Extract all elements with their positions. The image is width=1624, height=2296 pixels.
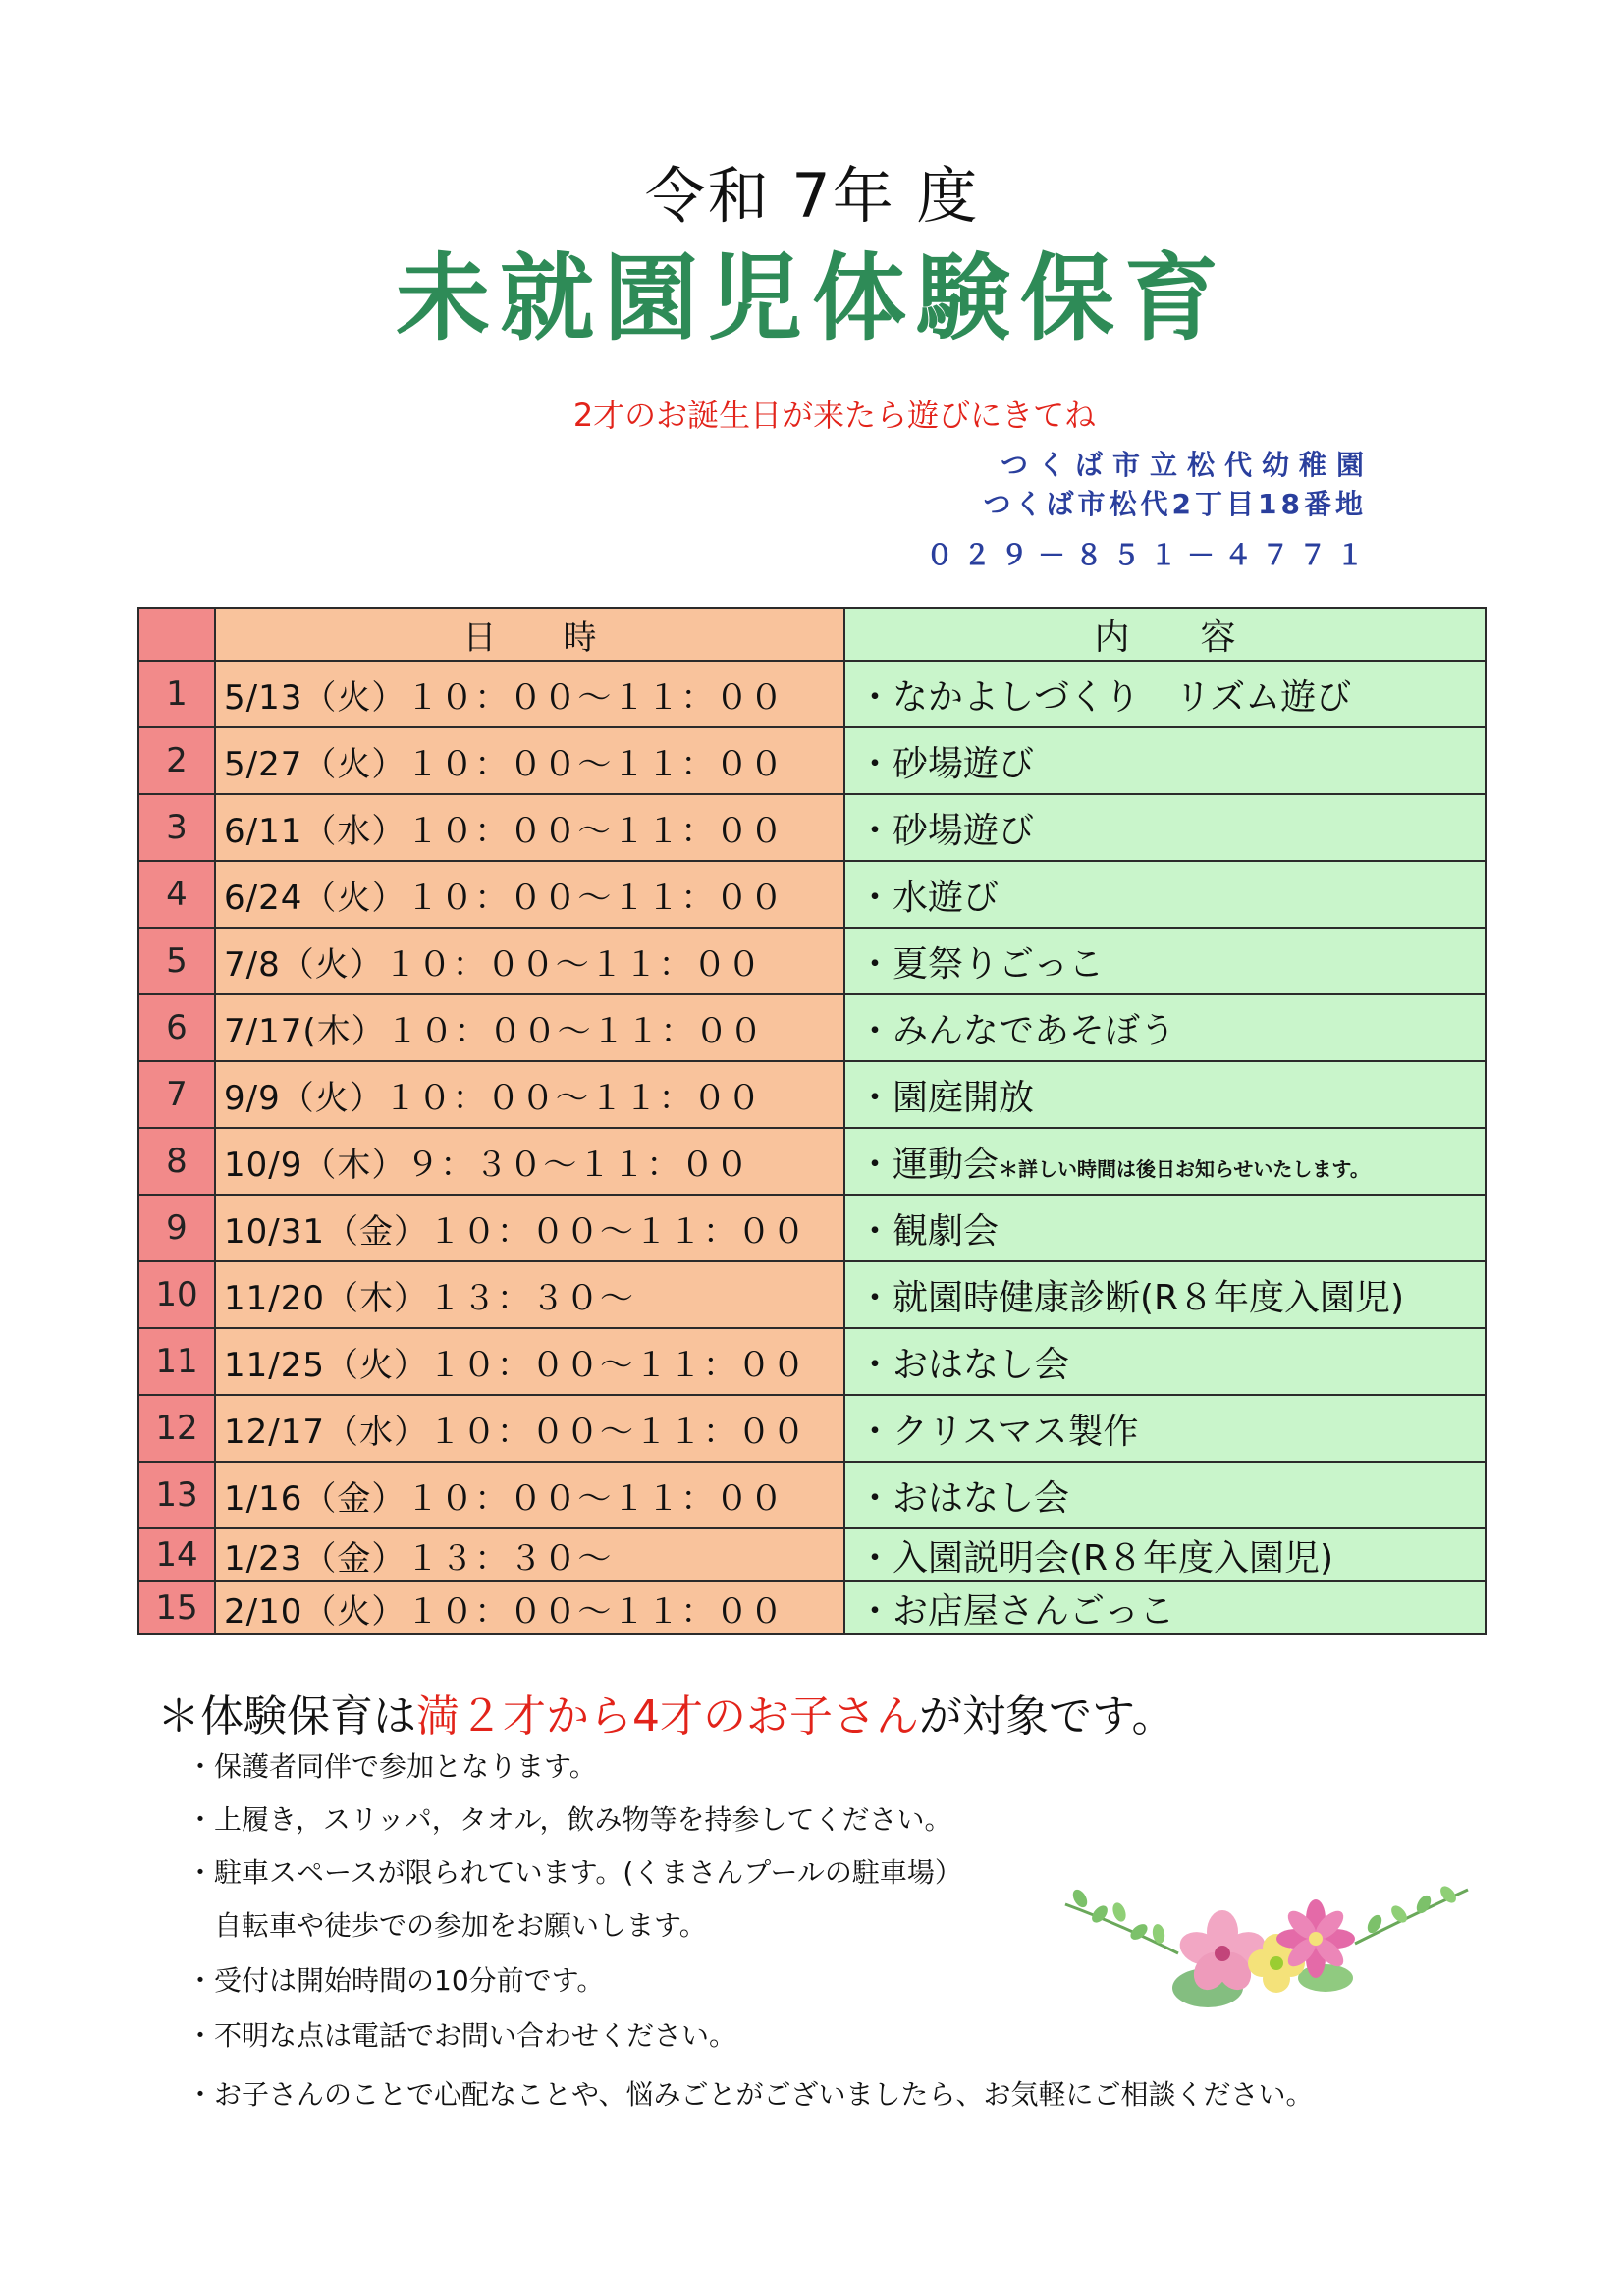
table-row <box>138 1581 1486 1634</box>
table-row <box>138 994 1486 1061</box>
rule-item: ・保護者同伴で参加となります。 <box>187 1750 597 1783</box>
rule-item: ・駐車スペースが限られています。(くまさんプールの駐車場） <box>187 1856 962 1889</box>
table-row <box>138 928 1486 994</box>
header-number <box>138 608 215 661</box>
row-number: 14 <box>138 1528 215 1581</box>
target-age-note <box>157 1681 1174 1743</box>
row-date: 7/17(木）１０：００～１１：００ <box>215 994 844 1061</box>
row-content: ・おはなし会 <box>857 1344 1070 1385</box>
row-content: ・夏祭りごっこ <box>857 943 1105 985</box>
row-content-cell <box>844 1395 1486 1462</box>
row-date: 11/25（火）１０：００～１１：００ <box>215 1328 844 1395</box>
row-content-cell <box>844 1261 1486 1328</box>
rule-item: ・お子さんのことで心配なことや、悩みごとがございましたら、お気軽にご相談ください。 <box>187 2078 1314 2110</box>
table-row <box>138 1195 1486 1261</box>
table-row <box>138 1528 1486 1581</box>
row-content-cell <box>844 794 1486 861</box>
row-number: 6 <box>138 994 215 1061</box>
row-content-cell <box>844 1128 1486 1195</box>
row-content: ・なかよしづくり リズム遊び <box>857 676 1352 718</box>
row-content: ・運動会 <box>857 1144 1000 1185</box>
row-date: 10/9（木）９：３０～１１：００ <box>215 1128 844 1195</box>
row-content: ・砂場遊び <box>857 743 1035 784</box>
row-number: 4 <box>138 861 215 928</box>
row-number: 10 <box>138 1261 215 1328</box>
row-content-cell <box>844 861 1486 928</box>
table-row <box>138 861 1486 928</box>
row-content: ・みんなであそぼう <box>857 1010 1176 1051</box>
row-number: 8 <box>138 1128 215 1195</box>
row-number: 13 <box>138 1462 215 1528</box>
row-date: 10/31（金）１０：００～１１：００ <box>215 1195 844 1261</box>
row-number: 11 <box>138 1328 215 1395</box>
row-date: 6/11（水）１０：００～１１：００ <box>215 794 844 861</box>
table-row <box>138 1128 1486 1195</box>
rule-item: ・不明な点は電話でお問い合わせください。 <box>187 2019 737 2052</box>
row-content-cell <box>844 661 1486 727</box>
row-number: 1 <box>138 661 215 727</box>
row-note: ＊詳しい時間は後日お知らせいたします。 <box>999 1156 1370 1181</box>
row-date: 12/17（水）１０：００～１１：００ <box>215 1395 844 1462</box>
row-content: ・水遊び <box>857 877 1000 918</box>
school-address: つくば市松代2丁目18番地 <box>983 488 1367 520</box>
row-date: 5/13（火）１０：００～１１：００ <box>215 661 844 727</box>
row-number: 2 <box>138 727 215 794</box>
fiscal-year: 令和 7年 度 <box>644 160 980 232</box>
row-date: 11/20（木）１３：３０～ <box>215 1261 844 1328</box>
page-title: 未就園児体験保育 <box>396 243 1228 353</box>
row-number: 9 <box>138 1195 215 1261</box>
row-date: 2/10（火）１０：００～１１：００ <box>215 1581 844 1634</box>
schedule-table <box>137 607 1487 1635</box>
row-content-cell <box>844 1328 1486 1395</box>
school-phone: ０２９－８５１－４７７１ <box>925 539 1374 571</box>
row-content: ・お店屋さんごっこ <box>857 1590 1175 1631</box>
row-date: 5/27（火）１０：００～１１：００ <box>215 727 844 794</box>
row-number: 5 <box>138 928 215 994</box>
row-date: 6/24（火）１０：００～１１：００ <box>215 861 844 928</box>
header-content: 内 容 <box>844 608 1486 661</box>
target-highlight: 満２才から4才のお子さん <box>416 1691 919 1741</box>
row-content: ・観劇会 <box>857 1210 1000 1252</box>
school-name: つくば市立松代幼稚園 <box>1000 449 1374 481</box>
row-content: ・入園説明会(R８年度入園児) <box>857 1537 1334 1578</box>
row-content-cell <box>844 727 1486 794</box>
row-date: 1/16（金）１０：００～１１：００ <box>215 1462 844 1528</box>
row-number: 7 <box>138 1061 215 1128</box>
row-content-cell <box>844 1195 1486 1261</box>
row-content-cell <box>844 1528 1486 1581</box>
row-content: ・おはなし会 <box>857 1477 1070 1519</box>
table-row <box>138 1395 1486 1462</box>
table-row <box>138 1261 1486 1328</box>
target-suffix: が対象です。 <box>919 1691 1175 1741</box>
row-date: 9/9（火）１０：００～１１：００ <box>215 1061 844 1128</box>
row-content-cell <box>844 1581 1486 1634</box>
row-number: 3 <box>138 794 215 861</box>
row-content-cell <box>844 994 1486 1061</box>
table-header-row <box>138 608 1486 661</box>
table-row <box>138 794 1486 861</box>
row-number: 15 <box>138 1581 215 1634</box>
row-date: 1/23（金）１３：３０～ <box>215 1528 844 1581</box>
table-row <box>138 1328 1486 1395</box>
row-date: 7/8（火）１０：００～１１：００ <box>215 928 844 994</box>
rule-item: ・受付は開始時間の10分前です。 <box>187 1964 605 1997</box>
flower-illustration-icon <box>1060 1885 1473 2022</box>
table-row <box>138 1061 1486 1128</box>
table-row <box>138 727 1486 794</box>
row-number: 12 <box>138 1395 215 1462</box>
row-content-cell <box>844 1462 1486 1528</box>
table-row <box>138 661 1486 727</box>
row-content: ・就園時健康診断(R８年度入園児) <box>857 1277 1405 1318</box>
row-content: ・砂場遊び <box>857 810 1035 851</box>
table-row <box>138 1462 1486 1528</box>
row-content: ・クリスマス製作 <box>857 1411 1139 1452</box>
rule-item: ・上履き，スリッパ，タオル，飲み物等を持参してください。 <box>187 1803 952 1836</box>
schedule-body <box>138 661 1486 1634</box>
row-content-cell <box>844 1061 1486 1128</box>
header-date: 日 時 <box>215 608 844 661</box>
target-prefix: ＊体験保育は <box>157 1691 416 1741</box>
row-content: ・園庭開放 <box>857 1077 1035 1118</box>
row-content-cell <box>844 928 1486 994</box>
subtitle: 2才のお誕生日が来たら遊びにきてね <box>572 397 1097 434</box>
rule-item: 自転車や徒歩での参加をお願いします。 <box>187 1909 707 1942</box>
